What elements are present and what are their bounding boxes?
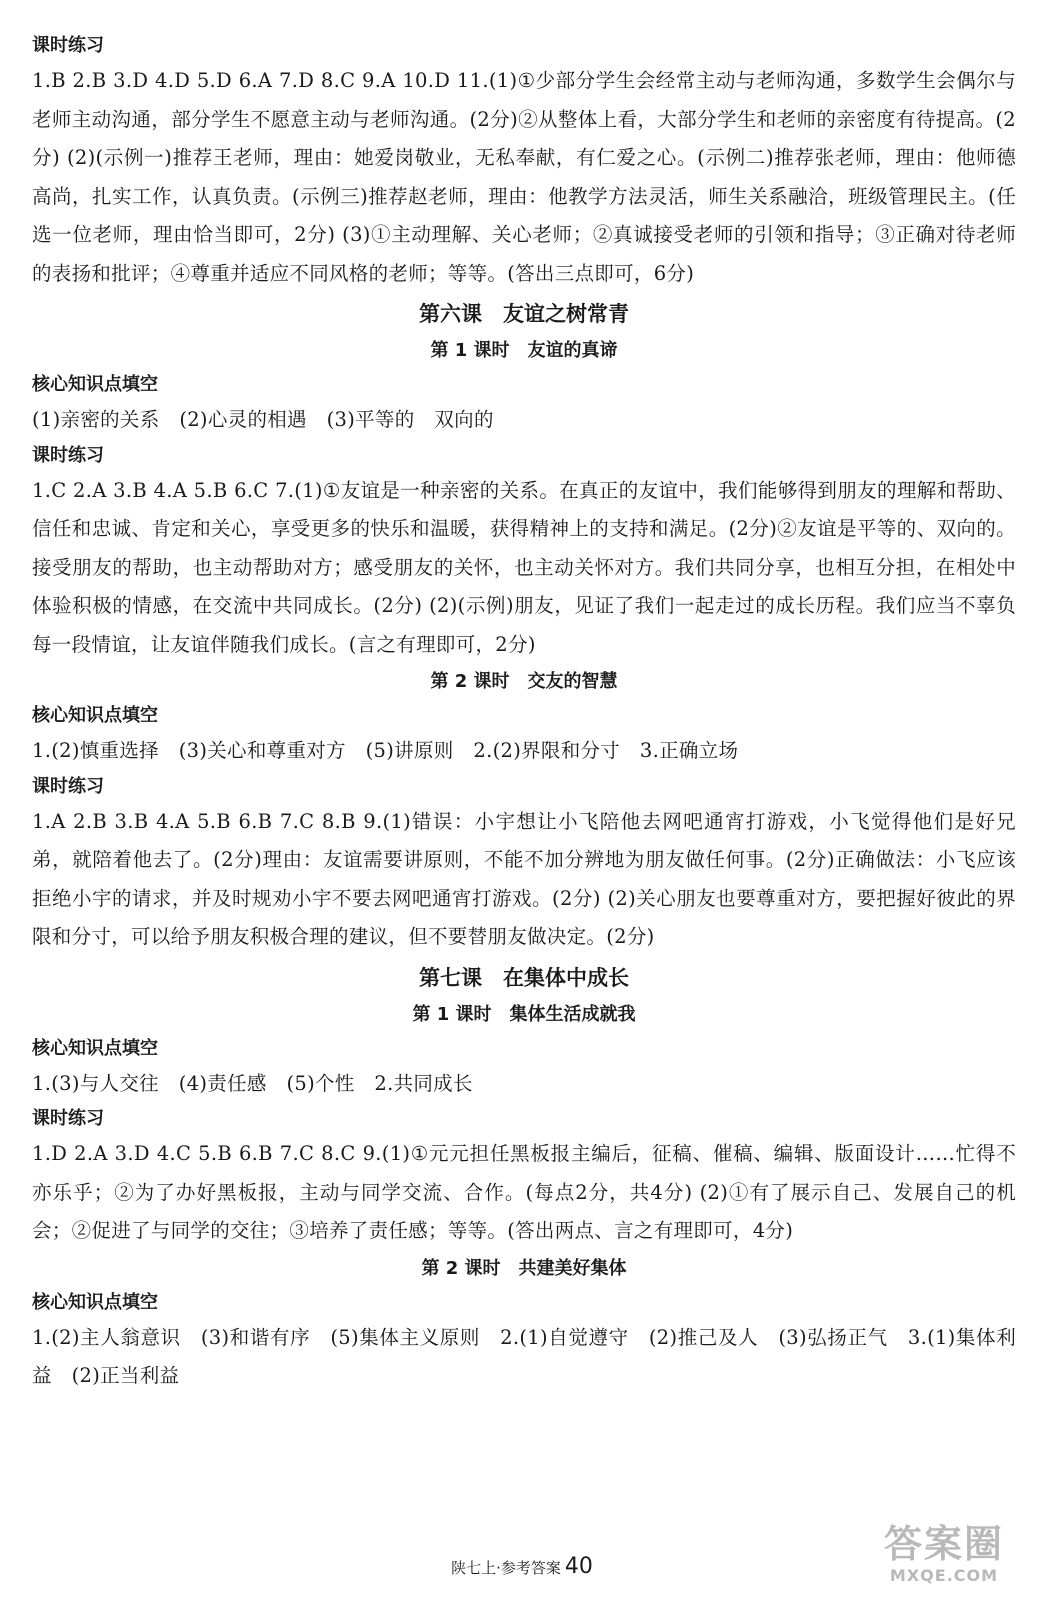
answer-paragraph: 1.(2)慎重选择 (3)关心和尊重对方 (5)讲原则 2.(2)界限和分寸 3.正确立场 bbox=[32, 739, 739, 762]
answer-paragraph: 1.(3)与人交往 (4)责任感 (5)个性 2.共同成长 bbox=[32, 1071, 473, 1095]
section-label-practice: 课时练习 bbox=[32, 1108, 104, 1129]
answer-paragraph: 1.A 2.B 3.B 4.A 5.B 6.B 7.C 8.B 9.(1)错误：小宇想让小飞陪他去网吧通宵打游戏，小飞觉得他们是好兄弟，就陪着他去了。(2分)理由：友谊需要讲原则，不能不加分辨地为朋友做任何事。(2分)正确做法：小飞应该拒绝小宇的请求，并及时规劝小宇不要去网吧通宵打游戏。(2分) (2)关心朋友也要尊重对方，要把握好彼此的界限和分寸，可以给予朋友积极合理的建议，但不要替朋友做决定。(2分) bbox=[32, 809, 1016, 948]
answer-paragraph: 1.C 2.A 3.B 4.A 5.B 6.C 7.(1)①友谊是一种亲密的关系。在真正的友谊中，我们能够得到朋友的理解和帮助、信任和忠诚、肯定和关心，享受更多的快乐和温暖，获得精神上的支持和满足。(2分)②友谊是平等的、双向的。接受朋友的帮助，也主动帮助对方；感受朋友的关怀，也主动关怀对方。我们共同分享，也相互分担，在相处中体验积极的情感，在交流中共同成长。(2分) (2)(示例)朋友，见证了我们一起走过的成长历程。我们应当不辜负每一段情谊，让友谊伴随我们成长。(言之有理即可，2分) bbox=[32, 478, 1016, 656]
watermark-text: 答案圈 bbox=[883, 1522, 1004, 1566]
answer-paragraph: 1.(2)主人翁意识 (3)和谐有序 (5)集体主义原则 2.(1)自觉遵守 (2)推己及人 (3)弘扬正气 3.(1)集体利益 (2)正当利益 bbox=[32, 1325, 1016, 1387]
section-label-practice: 课时练习 bbox=[32, 35, 104, 56]
lesson-6-title: 第六课 友谊之树常青 bbox=[419, 302, 629, 326]
watermark-logo bbox=[864, 1522, 1024, 1592]
section-label-practice: 课时练习 bbox=[32, 775, 104, 797]
section-label-core-knowledge: 核心知识点填空 bbox=[32, 705, 158, 726]
lesson-7-period-2-title: 第 2 课时 共建美好集体 bbox=[421, 1257, 627, 1279]
answer-paragraph: 1.B 2.B 3.D 4.D 5.D 6.A 7.D 8.C 9.A 10.D 11.(1)①少部分学生会经常主动与老师沟通，多数学生会偶尔与老师主动沟通，部分学生不愿意主动与老师沟通。(2分)②从整体上看，大部分学生和老师的亲密度有待提高。(2分) (2)(示例一)推荐王老师，理由：她爱岗敬业，无私奉献，有仁爱之心。(示例二)推荐张老师，理由：他师德高尚，扎实工作，认真负责。(示例三)推荐赵老师，理由：他教学方法灵活，师生关系融洽，班级管理民主。(任选一位老师，理由恰当即可，2分) (3)①主动理解、关心老师；②真诚接受老师的引领和指导；③正确对待老师的表扬和批评；④尊重并适应不同风格的老师；等等。(答出三点即可，6分) bbox=[32, 69, 1016, 285]
watermark-url: MXQE.COM bbox=[889, 1566, 999, 1585]
footer-text: 陕七上·参考答案 bbox=[451, 1559, 561, 1577]
answer-content bbox=[32, 30, 1016, 1396]
page-number: 40 bbox=[564, 1554, 593, 1579]
section-label-core-knowledge: 核心知识点填空 bbox=[32, 1291, 158, 1313]
section-label-practice: 课时练习 bbox=[32, 444, 104, 466]
lesson-6-period-2-title: 第 2 课时 交友的智慧 bbox=[430, 671, 618, 692]
lesson-6-period-1-title: 第 1 课时 友谊的真谛 bbox=[430, 340, 618, 361]
section-label-core-knowledge: 核心知识点填空 bbox=[32, 1037, 158, 1059]
answer-paragraph: 1.D 2.A 3.D 4.C 5.B 6.B 7.C 8.C 9.(1)①元元担任黑板报主编后，征稿、催稿、编辑、版面设计……忙得不亦乐乎；②为了办好黑板报，主动与同学交流、合作。(每点2分，共4分) (2)①有了展示自己、发展自己的机会；②促进了与同学的交往；③培养了责任感；等等。(答出两点、言之有理即可，4分) bbox=[32, 1142, 1016, 1242]
lesson-7-title: 第七课 在集体中成长 bbox=[419, 965, 629, 990]
lesson-7-period-1-title: 第 1 课时 集体生活成就我 bbox=[412, 1003, 636, 1025]
answer-paragraph: (1)亲密的关系 (2)心灵的相遇 (3)平等的 双向的 bbox=[32, 408, 494, 431]
section-label-core-knowledge: 核心知识点填空 bbox=[32, 374, 158, 395]
